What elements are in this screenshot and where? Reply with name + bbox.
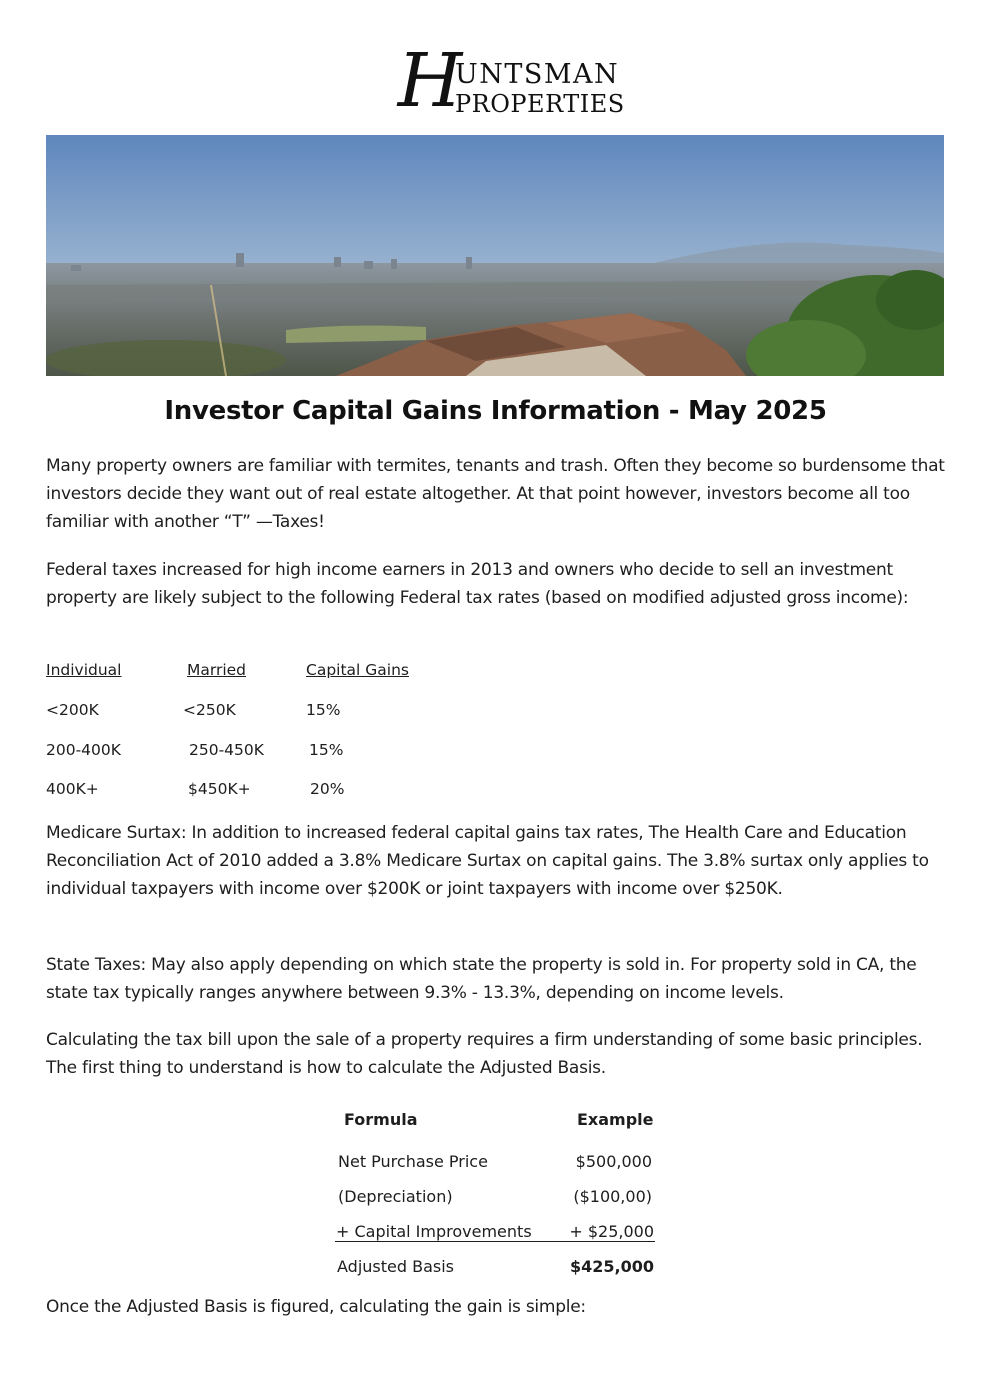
basis-label: (Depreciation) xyxy=(338,1187,453,1206)
header-married: Married xyxy=(187,661,247,679)
page-title: Investor Capital Gains Information - May 2025 xyxy=(164,396,827,426)
basis-value: + $25,000 xyxy=(569,1222,654,1241)
basis-value-total: $425,000 xyxy=(569,1257,654,1276)
basis-label-total: Adjusted Basis xyxy=(337,1257,454,1276)
gain-paragraph: Once the Adjusted Basis is figured, calculating the gain is simple: xyxy=(46,1297,586,1317)
header-individual: Individual xyxy=(46,661,122,679)
header-capital-gains: Capital Gains xyxy=(306,661,409,679)
calculation-paragraph: Calculating the tax bill upon the sale of a property requires a firm understanding of some basic principles. The first thing to understand is how to calculate the Adjusted Basis. xyxy=(46,1030,923,1078)
svg-text:H: H xyxy=(397,40,463,120)
header-example: Example xyxy=(577,1110,654,1129)
header-formula: Formula xyxy=(344,1110,418,1129)
svg-text:PROPERTIES: PROPERTIES xyxy=(455,90,625,118)
city-skyline-photo xyxy=(46,135,944,376)
intro-paragraph: Many property owners are familiar with termites, tenants and trash. Often they become so burdensome that investors decide they want out of real estate altogether. At that point however, investors become all too familiar with another “T” —Taxes! xyxy=(46,456,945,532)
huntsman-properties-logo xyxy=(0,40,991,120)
basis-label: + Capital Improvements xyxy=(336,1222,532,1241)
basis-value: $500,000 xyxy=(575,1152,652,1171)
state-taxes-paragraph: State Taxes: May also apply depending on which state the property is sold in. For property sold in CA, the state tax typically ranges anywhere between 9.3% - 13.3%, depending on income levels. xyxy=(46,955,917,1003)
basis-label: Net Purchase Price xyxy=(338,1152,488,1171)
svg-text:UNTSMAN: UNTSMAN xyxy=(455,59,620,90)
medicare-surtax-paragraph: Medicare Surtax: In addition to increased federal capital gains tax rates, The Health Care and Education Reconciliation Act of 2010 added a 3.8% Medicare Surtax on capital gains. The 3.8% surtax only applies to individual taxpayers with income over $200K or joint taxpayers with income over $250K. xyxy=(46,823,929,899)
federal-tax-paragraph: Federal taxes increased for high income earners in 2013 and owners who decide to sell an investment property are likely subject to the following Federal tax rates (based on modified adjusted gross income): xyxy=(46,560,909,608)
basis-value: ($100,00) xyxy=(573,1187,652,1206)
sum-underline xyxy=(335,1241,655,1242)
